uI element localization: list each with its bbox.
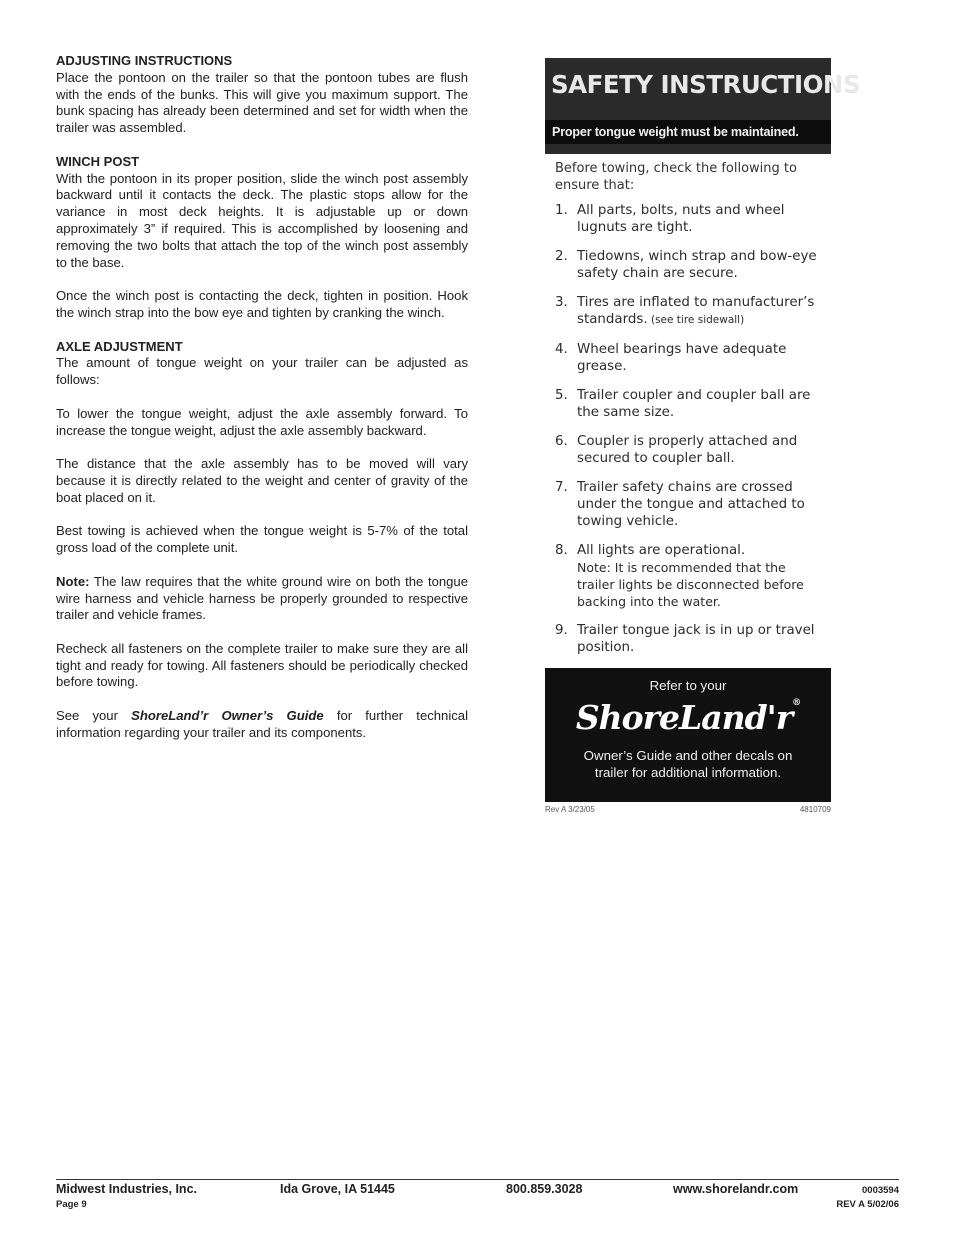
footer-divider [56,1179,899,1180]
footer-page-number: Page 9 [56,1199,87,1210]
owner-guide-line-1: Owner’s Guide and other decals on [583,748,793,763]
decal-header [545,58,861,154]
footer-revision: REV A 5/02/06 [836,1199,899,1210]
checklist-text: Coupler is properly attached and secured to coupler ball. [577,434,798,466]
winch-paragraph-1: With the pontoon in its proper position, slide the winch post assembly backward until it contacts the deck. The plastic stops allow for the variance in most deck heights. It is adjustable up or down approximately 3” if required. This is accomplished by loosening and removing the two bolts that attach the top of the winch post assembly to the base. [56,170,468,270]
checklist-item [555,622,831,656]
checklist-number: 4. [555,342,568,357]
owner-guide-line-2: trailer for additional information. [594,765,782,780]
note-label: Note: [56,573,90,589]
shorelandr-logo: ShoreLand'r® [575,698,801,737]
checklist-number: 3. [555,295,568,310]
axle-paragraph-5: Recheck all fasteners on the complete trailer to make sure they are all tight and ready for towing. All fasteners should be periodically checked before towing. [56,640,468,690]
checklist-note: Note: It is recommended that the trailer lights be disconnected before backing into the water. [577,560,804,609]
footer-phone: 800.859.3028 [506,1182,583,1196]
see-suffix: for further technical information regarding your trailer and its components. [56,708,468,740]
checklist-number: 8. [555,543,568,558]
decal-revision: Rev A 3/23/05 [545,805,595,814]
adjusting-heading: ADJUSTING INSTRUCTIONS [56,53,233,68]
checklist-number: 9. [555,623,568,638]
checklist-item [555,433,831,467]
checklist-item [555,294,831,329]
checklist-number: 7. [555,480,568,495]
checklist-number: 5. [555,388,568,403]
decal-part-number: 4810709 [799,805,831,814]
axle-paragraph-1: The amount of tongue weight on your trailer can be adjusted as follows: [56,355,468,388]
axle-paragraph-4: Best towing is achieved when the tongue weight is 5-7% of the total gross load of the complete unit. [56,523,468,556]
checklist-text: Trailer tongue jack is in up or travel position. [577,623,815,655]
winch-heading: WINCH POST [56,153,140,169]
footer-city: Ida Grove, IA 51445 [280,1182,395,1196]
footer-website: www.shorelandr.com [673,1182,799,1196]
checklist-text: All lights are operational. Note: It is recommended that the trailer lights be disconnected before backing into the water. [577,542,825,610]
axle-paragraph-2: To lower the tongue weight, adjust the axle assembly forward. To increase the tongue weight, adjust the axle assembly backward. [56,405,468,438]
note-text: The law requires that the white ground wire on both the tongue wire harness and vehicle harness be properly grounded to respective trailer and vehicle frames. [56,573,468,623]
decal-intro: Before towing, check the following to ensure that: [555,161,797,193]
decal-checklist [555,202,831,656]
checklist-item [555,542,831,610]
checklist-number: 1. [555,203,568,218]
checklist-item [555,479,831,530]
checklist-item [555,248,831,282]
axle-heading: AXLE ADJUSTMENT [56,338,183,354]
decal-subtitle: Proper tongue weight must be maintained. [545,120,831,144]
see-prefix: See your [56,708,132,724]
axle-paragraph-3: The distance that the axle assembly has to be moved will vary because it is directly related to the weight and center of gravity of the boat placed on it. [56,456,468,505]
checklist-text: Tires are inflated to manufacturer’s standards. (see tire sidewall) [577,295,815,327]
checklist-small-note: (see tire sidewall) [647,314,745,326]
checklist-item [555,387,831,421]
checklist-text: Wheel bearings have adequate grease. [577,342,787,374]
checklist-text: All parts, bolts, nuts and wheel lugnuts are tight. [577,203,785,235]
checklist-text: Tiedowns, winch strap and bow-eye safety chain are secure. [577,249,817,281]
decal-footer-panel [545,668,831,802]
refer-text: Refer to your [649,678,727,693]
footer-company: Midwest Industries, Inc. [56,1182,197,1196]
owners-guide-reference [56,708,468,742]
adjusting-body: Place the pontoon on the trailer so that the pontoon tubes are flush with the ends of the bunks. This will give you maximum support. The bunk spacing has already been determined and set for width when the trailer was assembled. [56,69,468,136]
checklist-item [555,202,831,236]
checklist-number: 6. [555,434,568,449]
footer-doc-number: 0003594 [862,1185,899,1196]
safety-decal [545,58,861,814]
axle-note [56,574,468,624]
checklist-text: Trailer safety chains are crossed under the tongue and attached to towing vehicle. [577,480,805,529]
decal-title: SAFETY INSTRUCTIONS [551,70,861,99]
checklist-text: Trailer coupler and coupler ball are the same size. [577,388,811,420]
checklist-item [555,341,831,375]
winch-paragraph-2: Once the winch post is contacting the deck, tighten in position. Hook the winch strap into the bow eye and tighten by cranking the winch. [56,288,468,320]
instructions-column [56,53,468,758]
owners-guide-title: ShoreLand’r Owner’s Guide [131,708,324,724]
checklist-number: 2. [555,249,568,264]
